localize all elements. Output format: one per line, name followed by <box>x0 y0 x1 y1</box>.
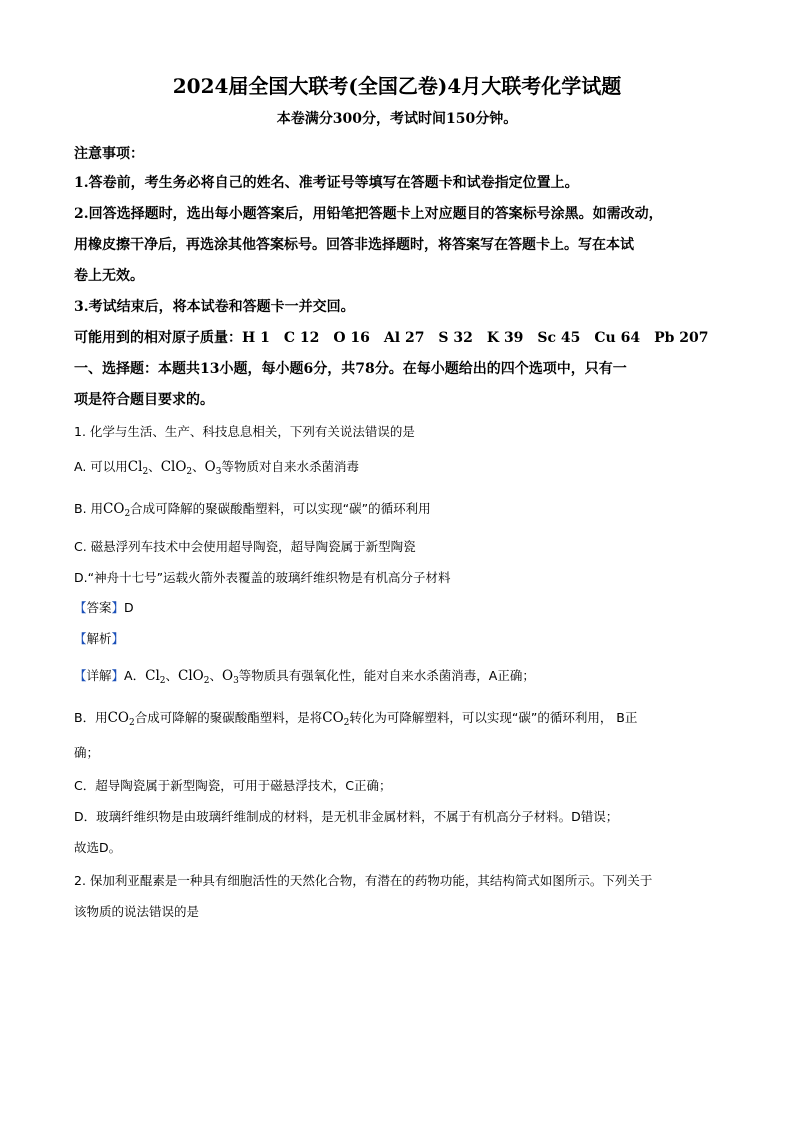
separator: 、 <box>192 459 205 474</box>
notes-heading: 注意事项： <box>74 146 144 162</box>
atomic-masses: 可能用到的相对原子质量：H 1 C 12 O 16 Al 27 S 32 K 39 Sc 45 Cu 64 Pb 207 <box>74 330 709 346</box>
notes-item-2-line-3: 卷上无效。 <box>74 268 144 284</box>
q1-option-c: C. 磁悬浮列车技术中会使用超导陶瓷，超导陶瓷属于新型陶瓷 <box>74 539 416 554</box>
formula-o3: $O_3$ <box>204 459 222 477</box>
formula-co2: $CO_2$ <box>103 501 131 519</box>
notes-item-3: 3.考试结束后，将本试卷和答题卡一并交回。 <box>74 299 355 315</box>
q1-option-d: D.“神舟十七号”运载火箭外表覆盖的玻璃纤维织物是有机高分子材料 <box>74 570 451 585</box>
analysis-label: 解析 <box>86 631 112 646</box>
page-title: 2024届全国大联考(全国乙卷)4月大联考化学试题 <box>172 74 622 98</box>
formula-cl2: $Cl_2$ <box>127 459 149 477</box>
q1-analysis-heading: 【解析】 <box>74 631 125 646</box>
notes-item-2-line-1: 2.回答选择题时，选出每小题答案后，用铅笔把答题卡上对应题目的答案标号涂黑。如需改动， <box>74 206 663 222</box>
section-1-line-1: 一、选择题：本题共13小题，每小题6分，共78分。在每小题给出的四个选项中，只有一 <box>74 361 627 377</box>
answer-label: 答案 <box>86 600 112 615</box>
notes-item-2-line-2: 用橡皮擦干净后，再选涂其他答案标号。回答非选择题时，将答案写在答题卡上。写在本试 <box>74 237 634 253</box>
page-subtitle: 本卷满分300分，考试时间150分钟。 <box>276 111 518 127</box>
answer-value: D <box>124 600 134 615</box>
q2-stem-line-2: 该物质的说法错误的是 <box>74 904 200 919</box>
q1-detail-d: D．玻璃纤维织物是由玻璃纤维制成的材料，是无机非金属材料，不属于有机高分子材料。D错误； <box>74 809 619 824</box>
separator: 、 <box>148 459 161 474</box>
q1-detail-b: B．用$CO_2$合成可降解的聚碳酸酯塑料，是将$CO_2$转化为可降解塑料，可以实现“碳”的循环利用， B正 <box>74 710 638 728</box>
q1-detail-c: C．超导陶瓷属于新型陶瓷，可用于磁悬浮技术，C正确； <box>74 778 392 793</box>
q1-option-a-label: A. 可以用 <box>74 459 128 474</box>
formula-o3: $O_3$ <box>221 668 239 686</box>
formula-co2: $CO_2$ <box>322 710 350 728</box>
section-1-line-2: 项是符合题目要求的。 <box>74 392 214 408</box>
q1-stem: 1. 化学与生活、生产、科技息息相关，下列有关说法错误的是 <box>74 424 415 439</box>
q1-option-a-text: 等物质对自来水杀菌消毒 <box>221 459 359 474</box>
q1-option-b-text: 合成可降解的聚碳酸酯塑料，可以实现“碳”的循环利用 <box>130 501 431 516</box>
q1-option-b <box>74 499 431 517</box>
q1-option-b-label: B. 用 <box>74 501 104 516</box>
q1-detail-a: 【详解】A．$Cl_2$、ClO$_2$、$O_3$等物质具有强氧化性，能对自来水杀菌消毒，A正确； <box>74 668 535 686</box>
formula-clo2: ClO$_2$ <box>160 459 193 477</box>
q1-conclusion: 故选D。 <box>74 840 122 855</box>
detail-label: 详解 <box>86 668 112 683</box>
formula-cl2: $Cl_2$ <box>145 668 166 686</box>
notes-item-1: 1.答卷前，考生务必将自己的姓名、准考证号等填写在答题卡和试卷指定位置上。 <box>74 175 579 191</box>
q1-option-a <box>74 457 359 475</box>
q1-answer: 【答案】D <box>74 600 134 615</box>
formula-co2: $CO_2$ <box>107 710 135 728</box>
q2-stem-line-1: 2. 保加利亚醌素是一种具有细胞活性的天然化合物，有潜在的药物功能，其结构简式如图所示。下列关于 <box>74 873 653 888</box>
q1-detail-b-line-2: 确； <box>74 745 100 760</box>
formula-clo2: ClO$_2$ <box>178 668 210 686</box>
